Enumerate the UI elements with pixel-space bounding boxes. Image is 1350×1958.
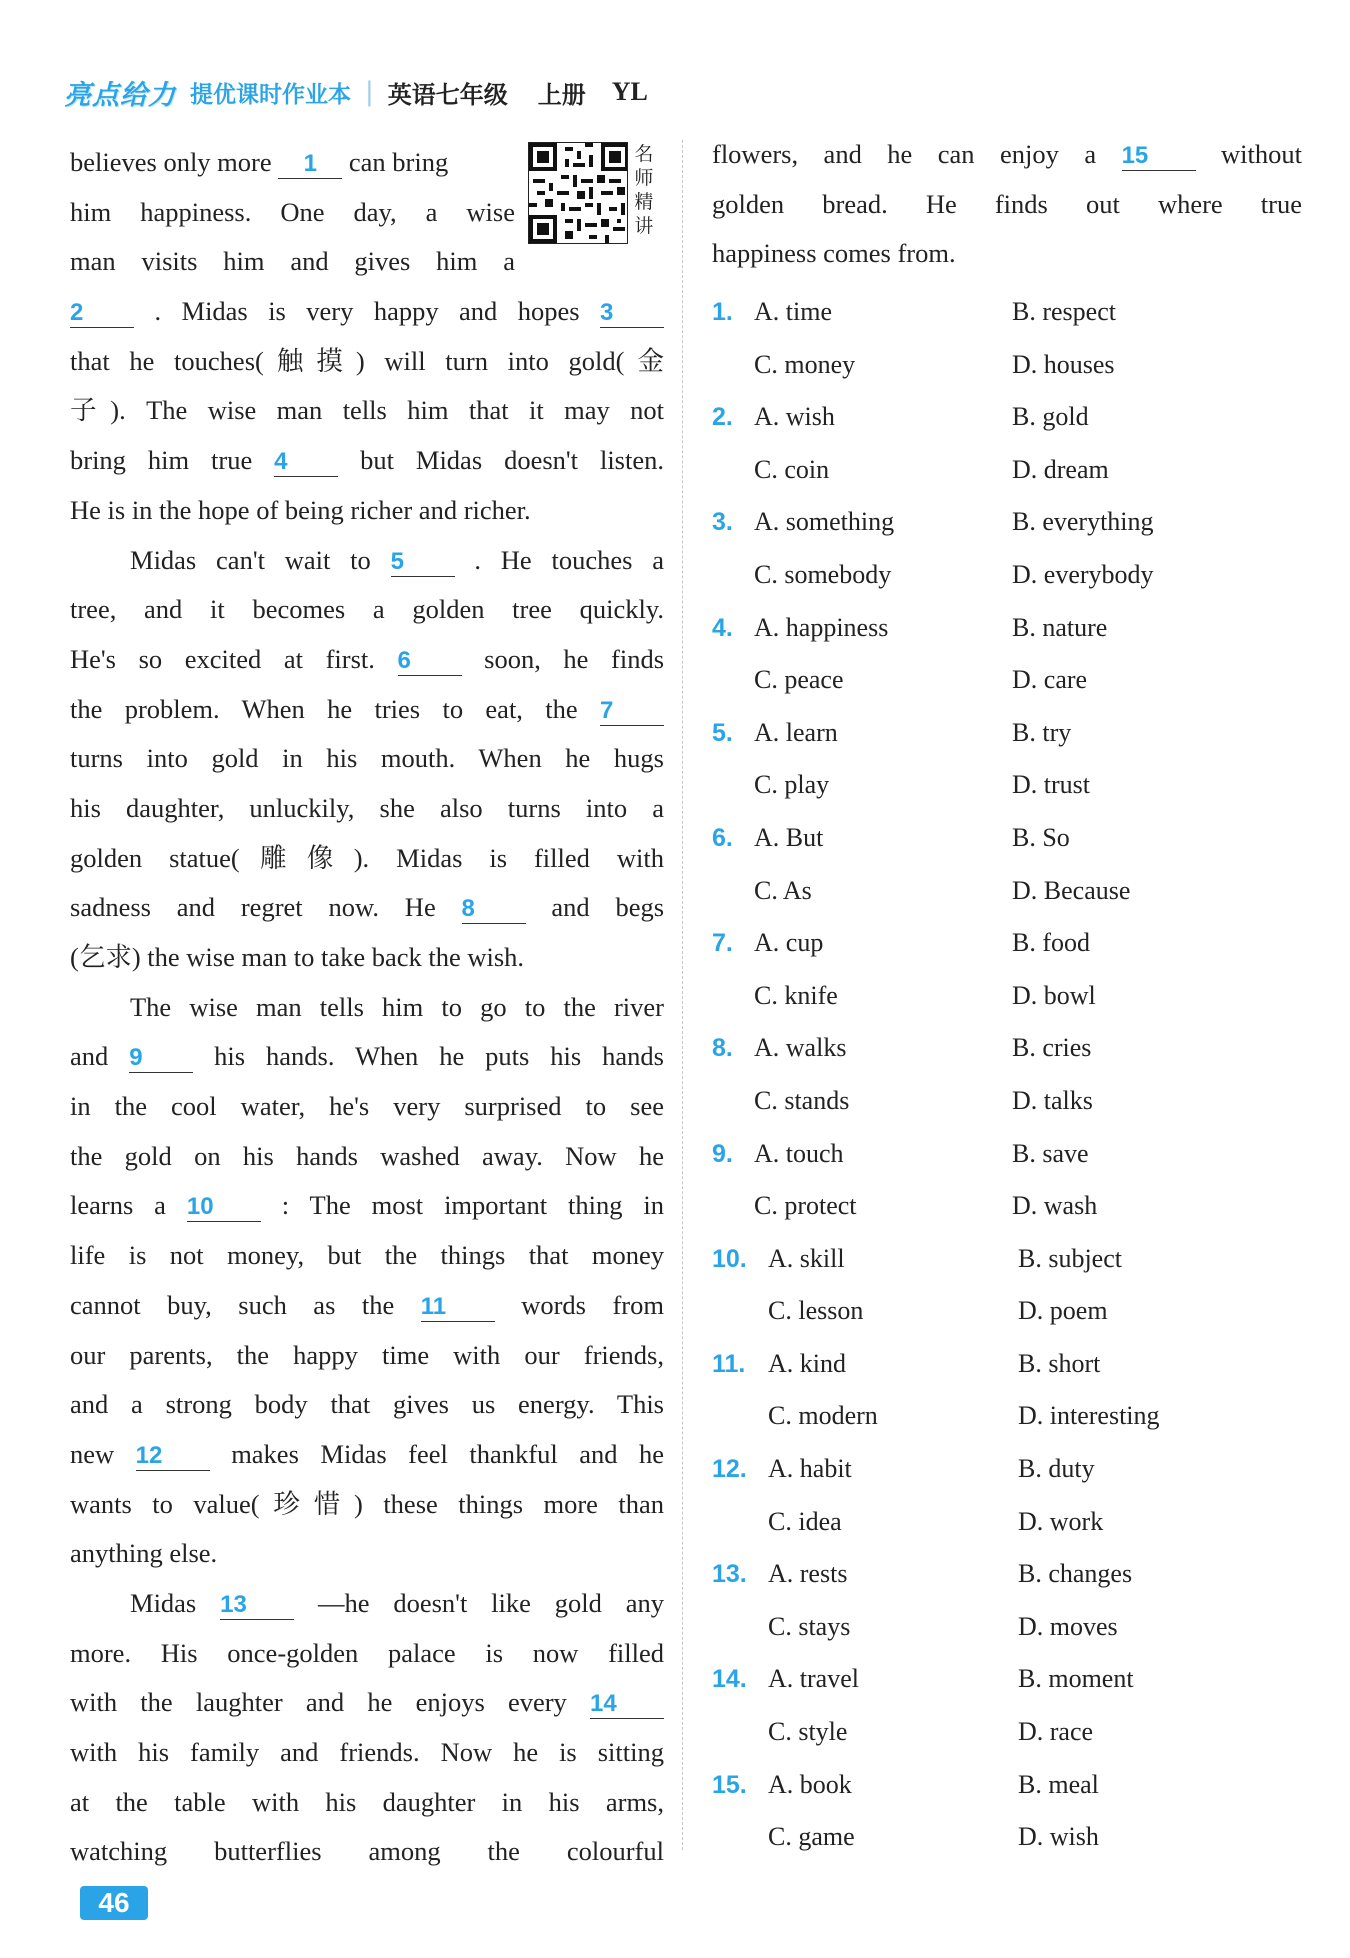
passage-text: and: [70, 1041, 109, 1072]
option-b[interactable]: B. everything: [1012, 507, 1154, 537]
answer-blank[interactable]: 14: [590, 1690, 664, 1719]
passage-text: —he doesn't like gold any: [317, 1587, 664, 1618]
option-b[interactable]: B. cries: [1012, 1033, 1092, 1063]
passage-line: [70, 834, 664, 884]
passage-text: his daughter, unluckily, she also turns into a: [70, 792, 664, 823]
passage-text: our parents, the happy time with our friends,: [70, 1339, 664, 1370]
option-c[interactable]: C. game: [768, 1822, 855, 1852]
passage-line: [70, 188, 515, 238]
page-header: [64, 72, 648, 112]
option-a[interactable]: A. book: [768, 1769, 852, 1799]
option-a[interactable]: A. learn: [754, 717, 838, 747]
passage-text: at the table with his daughter in his arms,: [70, 1786, 664, 1817]
passage-text: in the cool water, he's very surprised to see: [70, 1091, 664, 1122]
passage-line: [70, 585, 664, 635]
passage-text: wants to value(珍惜) these things more than: [70, 1488, 664, 1519]
header-separator: |: [365, 77, 374, 107]
answer-blank[interactable]: 1: [278, 150, 342, 179]
answer-options: [712, 286, 1312, 1864]
option-a[interactable]: A. travel: [768, 1664, 859, 1694]
answer-blank[interactable]: 5: [391, 548, 455, 577]
question-number: 10.: [712, 1244, 747, 1273]
passage-text: He is in the hope of being richer and richer.: [70, 494, 531, 525]
volume-label: 上册: [537, 80, 586, 109]
passage-text: life is not money, but the things that money: [70, 1240, 664, 1271]
option-c[interactable]: C. As: [754, 875, 812, 905]
series-title: 提优课时作业本: [190, 81, 351, 108]
passage-text: but Midas doesn't listen.: [360, 445, 664, 476]
question-number: 4.: [712, 613, 733, 642]
option-b[interactable]: B. meal: [1018, 1769, 1099, 1799]
passage-line: [70, 1529, 664, 1579]
question-row: [712, 339, 1312, 392]
passage-text: bring him true: [70, 445, 253, 476]
option-c[interactable]: C. coin: [754, 454, 830, 484]
option-a[interactable]: A. something: [754, 507, 895, 537]
option-c[interactable]: C. idea: [768, 1506, 842, 1536]
question-row: [712, 549, 1312, 602]
passage-line: [70, 1032, 664, 1082]
question-row: [712, 1180, 1312, 1233]
option-b[interactable]: B. subject: [1018, 1243, 1122, 1273]
option-c[interactable]: C. knife: [754, 980, 838, 1010]
question-row: [712, 1285, 1312, 1338]
passage-text: and a strong body that gives us energy. This: [70, 1389, 664, 1420]
passage-line: [70, 436, 664, 486]
question-number: 7.: [712, 929, 733, 958]
passage-text: can bring: [348, 147, 449, 177]
passage-text: anything else.: [70, 1538, 218, 1569]
passage-line: [70, 1778, 664, 1828]
passage-line: [70, 287, 664, 337]
option-d[interactable]: D. work: [1018, 1506, 1104, 1536]
page-number: 46: [80, 1886, 148, 1920]
option-d[interactable]: D. wash: [1012, 1191, 1098, 1221]
option-a[interactable]: A. time: [754, 297, 832, 326]
edition-label: YL: [611, 77, 648, 106]
passage-text: words from: [521, 1289, 664, 1320]
passage-line: [70, 1827, 664, 1877]
passage-text: soon, he finds: [484, 643, 665, 674]
passage-text: man visits him and gives him a: [70, 246, 515, 277]
question-row: [712, 1022, 1312, 1075]
question-number: 3.: [712, 508, 733, 537]
passage-text: The wise man tells him to go to the river: [130, 991, 664, 1022]
option-d[interactable]: D. moves: [1018, 1611, 1118, 1641]
question-row: [712, 496, 1312, 549]
option-a[interactable]: A. kind: [768, 1348, 846, 1378]
question-row: [712, 759, 1312, 812]
passage-text: : The most important thing in: [281, 1190, 664, 1221]
question-number: 8.: [712, 1034, 733, 1063]
passage-line: [70, 1082, 664, 1132]
passage-line: [70, 337, 664, 387]
option-c[interactable]: C. peace: [754, 665, 844, 695]
passage-text: cannot buy, such as the: [70, 1289, 395, 1320]
answer-blank[interactable]: 9: [129, 1044, 193, 1073]
passage-text: that he touches(触摸) will turn into gold(金: [70, 345, 664, 376]
question-row: [712, 812, 1312, 865]
question-row: [712, 1233, 1312, 1286]
question-row: [712, 1075, 1312, 1128]
passage-text: turns into gold in his mouth. When he hugs: [70, 743, 664, 774]
question-row: [712, 391, 1312, 444]
passage-text: Midas can't wait to: [130, 544, 371, 575]
subject-grade: 英语七年级: [387, 80, 508, 109]
passage-line: [70, 1331, 664, 1381]
question-number: 11.: [712, 1349, 746, 1378]
question-row: [712, 1548, 1312, 1601]
answer-blank[interactable]: 3: [600, 299, 664, 328]
passage-line: [70, 1231, 664, 1281]
question-number: 13.: [712, 1560, 747, 1589]
option-c[interactable]: C. stands: [754, 1085, 850, 1115]
question-row: [712, 917, 1312, 970]
option-c[interactable]: C. lesson: [768, 1296, 864, 1326]
passage-text: flowers, and he can enjoy a: [712, 139, 1097, 169]
passage-line: [70, 933, 664, 983]
passage-line: [70, 685, 664, 735]
answer-blank[interactable]: 2: [70, 299, 134, 328]
passage-line: [70, 1629, 664, 1679]
question-row: [712, 1338, 1312, 1391]
option-d[interactable]: D. race: [1018, 1717, 1094, 1747]
column-divider: [682, 140, 683, 1850]
passage-line: [70, 1579, 664, 1629]
passage-line: [70, 784, 664, 834]
passage-line: [70, 635, 664, 685]
passage-text: his hands. When he puts his hands: [214, 1041, 664, 1072]
option-b[interactable]: B. short: [1018, 1348, 1101, 1378]
option-b[interactable]: B. try: [1012, 717, 1072, 747]
passage-text: learns a: [70, 1190, 166, 1221]
question-number: 12.: [712, 1455, 747, 1484]
question-row: [712, 970, 1312, 1023]
question-number: 5.: [712, 718, 733, 747]
option-c[interactable]: C. protect: [754, 1191, 857, 1221]
option-a[interactable]: A. happiness: [754, 612, 889, 642]
passage-right-column: [712, 130, 1302, 279]
option-a[interactable]: A. But: [754, 822, 824, 852]
passage-text: makes Midas feel thankful and he: [231, 1438, 665, 1469]
option-a[interactable]: A. wish: [754, 402, 835, 432]
option-d[interactable]: D. care: [1012, 665, 1088, 695]
question-row: [712, 654, 1312, 707]
passage-text: Midas: [130, 1587, 197, 1618]
option-a[interactable]: A. touch: [754, 1138, 844, 1168]
passage-text: new: [70, 1438, 115, 1469]
question-row: [712, 1390, 1312, 1443]
answer-blank[interactable]: 7: [600, 697, 664, 726]
option-c[interactable]: C. stays: [768, 1611, 851, 1641]
passage-line: [70, 883, 664, 933]
option-a[interactable]: A. skill: [768, 1243, 845, 1273]
option-d[interactable]: D. talks: [1012, 1085, 1093, 1115]
passage-line: [712, 130, 1302, 180]
option-b[interactable]: B. food: [1012, 928, 1090, 958]
passage-text: tree, and it becomes a golden tree quickly.: [70, 594, 664, 625]
passage-line: [70, 1728, 664, 1778]
question-row: [712, 1601, 1312, 1654]
passage-text: believes only more: [70, 147, 272, 177]
passage-text: more. His once-golden palace is now filled: [70, 1637, 664, 1668]
passage-line: [70, 1281, 664, 1331]
option-a[interactable]: A. walks: [754, 1033, 847, 1063]
answer-blank[interactable]: 15: [1122, 142, 1196, 171]
question-row: [712, 1706, 1312, 1759]
option-c[interactable]: C. modern: [768, 1401, 878, 1431]
question-row: [712, 602, 1312, 655]
question-number: 9.: [712, 1139, 733, 1168]
passage-line: [70, 1181, 664, 1231]
option-c[interactable]: C. style: [768, 1717, 848, 1747]
question-row: [712, 1443, 1312, 1496]
option-c[interactable]: C. play: [754, 770, 830, 800]
passage-line: [70, 536, 664, 586]
option-d[interactable]: D. poem: [1018, 1296, 1108, 1326]
answer-blank[interactable]: 6: [398, 647, 462, 676]
option-d[interactable]: D. wish: [1018, 1822, 1099, 1852]
passage-line: [712, 180, 1302, 230]
passage-line: [70, 1132, 664, 1182]
option-b[interactable]: B. duty: [1018, 1454, 1095, 1484]
option-d[interactable]: D. houses: [1012, 349, 1115, 379]
passage-text: with his family and friends. Now he is sitting: [70, 1737, 664, 1767]
passage-line: [70, 1430, 664, 1480]
passage-left-column: [70, 138, 664, 1877]
passage-text: happiness comes from.: [712, 238, 956, 269]
passage-line: [70, 237, 515, 287]
answer-blank[interactable]: 11: [421, 1293, 495, 1322]
question-row: [712, 865, 1312, 918]
passage-line: [70, 138, 630, 188]
passage-line: [70, 1380, 664, 1430]
passage-text: him happiness. One day, a wise: [70, 196, 515, 227]
option-b[interactable]: B. gold: [1012, 402, 1089, 432]
qr-label: 名师精讲: [634, 143, 654, 237]
brand-logo: 亮点给力: [64, 79, 176, 111]
option-b[interactable]: B. So: [1012, 822, 1070, 852]
option-a[interactable]: A. rests: [768, 1559, 848, 1589]
passage-text: He's so excited at first.: [70, 643, 375, 674]
passage-line: [70, 486, 664, 536]
passage-text: and begs: [551, 892, 665, 923]
question-row: [712, 1653, 1312, 1706]
option-b[interactable]: B. nature: [1012, 612, 1108, 642]
passage-text: (乞求) the wise man to take back the wish.: [70, 942, 525, 972]
passage-text: . He touches a: [474, 544, 664, 575]
passage-line: [70, 386, 664, 436]
option-d[interactable]: D. everybody: [1012, 559, 1154, 589]
question-row: [712, 1496, 1312, 1549]
option-b[interactable]: B. changes: [1018, 1559, 1133, 1589]
passage-line: [70, 1678, 664, 1728]
passage-text: 子). The wise man tells him that it may not: [70, 395, 664, 426]
option-a[interactable]: A. cup: [754, 928, 824, 958]
option-a[interactable]: A. habit: [768, 1454, 852, 1484]
option-d[interactable]: D. bowl: [1012, 980, 1096, 1010]
answer-blank[interactable]: 8: [462, 895, 526, 924]
option-c[interactable]: C. money: [754, 349, 856, 379]
question-row: [712, 444, 1312, 497]
answer-blank[interactable]: 13: [220, 1591, 294, 1620]
question-row: [712, 1759, 1312, 1812]
passage-line: [712, 229, 1302, 279]
passage-line: [70, 734, 664, 784]
answer-blank[interactable]: 12: [136, 1442, 210, 1471]
passage-line: [70, 1480, 664, 1530]
question-number: 2.: [712, 403, 733, 432]
option-d[interactable]: D. Because: [1012, 875, 1131, 905]
passage-text: watching butterflies among the colourful: [70, 1836, 664, 1867]
passage-text: without: [1221, 139, 1303, 169]
option-b[interactable]: B. save: [1012, 1138, 1089, 1168]
passage-text: golden bread. He finds out where true: [712, 188, 1302, 219]
passage-text: the gold on his hands washed away. Now he: [70, 1140, 664, 1171]
answer-blank[interactable]: 10: [187, 1193, 261, 1222]
question-number: 14.: [712, 1665, 747, 1694]
question-row: [712, 286, 1312, 339]
passage-text: . Midas is very happy and hopes: [154, 296, 580, 327]
passage-text: golden statue(雕像). Midas is filled with: [70, 842, 664, 873]
option-d[interactable]: D. trust: [1012, 770, 1090, 800]
option-b[interactable]: B. moment: [1018, 1664, 1134, 1694]
question-row: [712, 707, 1312, 760]
option-d[interactable]: D. interesting: [1018, 1401, 1160, 1431]
passage-text: the problem. When he tries to eat, the: [70, 693, 578, 724]
answer-blank[interactable]: 4: [274, 448, 338, 477]
option-c[interactable]: C. somebody: [754, 559, 892, 589]
question-number: 15.: [712, 1770, 747, 1799]
question-number: 1.: [712, 298, 733, 326]
option-b[interactable]: B. respect: [1012, 297, 1116, 326]
passage-line: [70, 983, 664, 1033]
passage-text: sadness and regret now. He: [70, 892, 436, 923]
question-row: [712, 1811, 1312, 1864]
passage-text: with the laughter and he enjoys every: [70, 1687, 567, 1718]
question-row: [712, 1128, 1312, 1181]
question-number: 6.: [712, 823, 733, 852]
option-d[interactable]: D. dream: [1012, 454, 1109, 484]
